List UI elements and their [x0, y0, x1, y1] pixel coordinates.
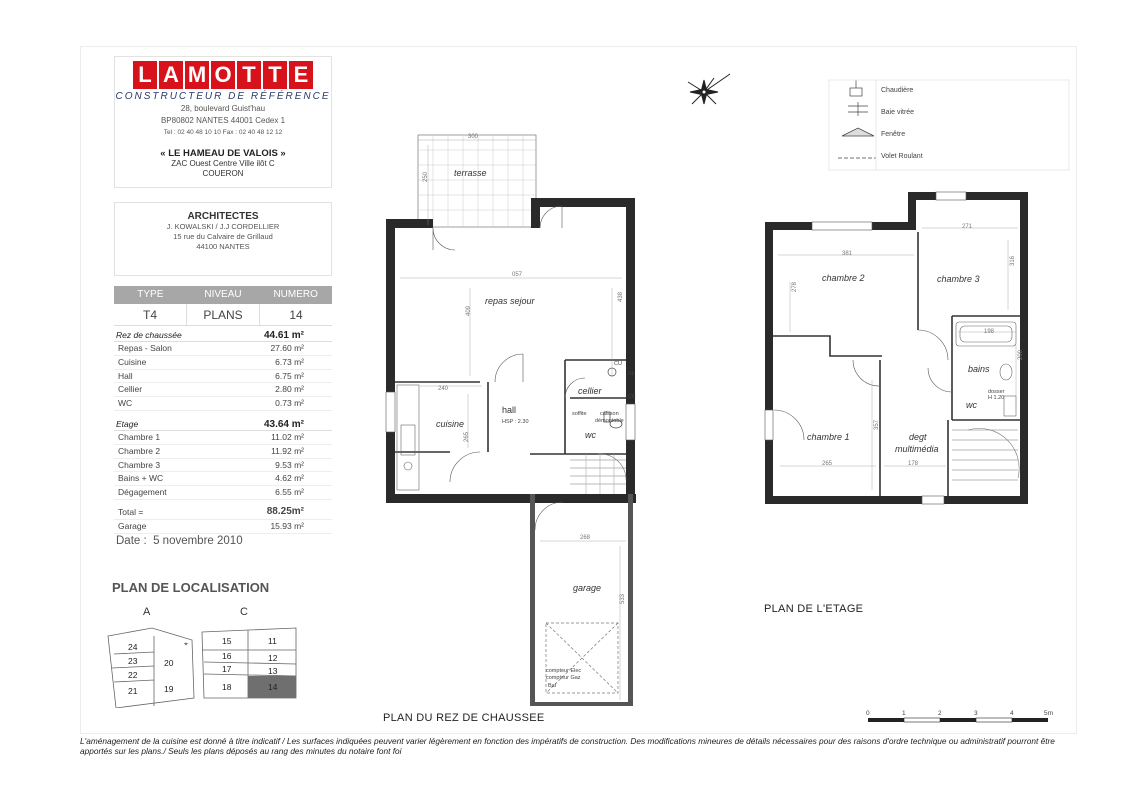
- dim-ch3-width: 271: [962, 224, 973, 230]
- table-row: WC 0.73 m²: [114, 397, 332, 411]
- soffite-note: soffite: [572, 411, 587, 417]
- scale-tick: 2: [938, 710, 942, 717]
- dim-ch1-width: 265: [822, 461, 833, 467]
- lot-label: 15: [222, 636, 232, 646]
- table-row: Chambre 2 11.92 m²: [114, 445, 332, 459]
- room-label-degt: degt: [909, 432, 927, 442]
- table-row: Cellier 2.80 m²: [114, 383, 332, 397]
- legend-chaudiere: Chaudière: [881, 87, 914, 94]
- door-swings: [433, 206, 585, 530]
- dim-terrace-depth: 250: [423, 171, 429, 182]
- architects-title: ARCHITECTES: [187, 211, 259, 222]
- header-numero: NUMERO: [273, 289, 318, 300]
- table-row: Bains + WC 4.62 m²: [114, 472, 332, 486]
- stairs-ground: [570, 454, 626, 494]
- logo-letter: T: [237, 61, 261, 89]
- cu-note: CU: [614, 361, 622, 367]
- ground-floor-total: Rez de chaussée 44.61 m²: [114, 330, 332, 342]
- bal-note: Bal: [548, 683, 556, 689]
- scale-tick: 4: [1010, 710, 1014, 717]
- room-label-cuisine: cuisine: [436, 419, 465, 429]
- ce-note: CE: [628, 394, 636, 400]
- logo-letter: T: [263, 61, 287, 89]
- dim-living-height-right: 438: [618, 291, 624, 302]
- terrace-outline: [418, 135, 536, 227]
- dim-kitchen-height: 265: [464, 431, 470, 442]
- lot-label: 22: [128, 670, 138, 680]
- legend-baie-vitree: Baie vitrée: [881, 109, 915, 116]
- compteur-gaz-note: compteur Gaz: [546, 675, 581, 681]
- lot-label: 21: [128, 686, 138, 696]
- dim-living-height-left: 409: [466, 305, 472, 316]
- ground-windows: [386, 392, 635, 440]
- value-numero: 14: [259, 304, 332, 325]
- dim-ch1-height: 357: [874, 419, 880, 430]
- hall-height-note: HSP : 2.30: [502, 419, 529, 425]
- dim-kitchen-width: 240: [438, 386, 449, 392]
- dim-ch3-height: 316: [1010, 255, 1016, 266]
- project-city: COUERON: [202, 169, 244, 178]
- table-row: Chambre 1 11.02 m²: [114, 431, 332, 445]
- logo-letter: E: [289, 61, 313, 89]
- block-a-label: A: [143, 606, 151, 618]
- value-type: T4: [142, 308, 157, 322]
- dosseret-note: dosser: [988, 389, 1005, 395]
- room-label-chambre-2: chambre 2: [822, 273, 865, 283]
- kitchen-units: [397, 385, 419, 490]
- caisson-note: caisson: [600, 411, 619, 417]
- scale-tick: 1: [902, 710, 906, 717]
- table-row: Repas - Salon 27.60 m²: [114, 342, 332, 356]
- scale-bar: [868, 718, 1048, 722]
- ground-floor-caption: PLAN DU REZ DE CHAUSSEE: [383, 712, 545, 724]
- sl-note: SL: [628, 371, 635, 377]
- logo-letter: M: [185, 61, 209, 89]
- compass-rose-icon: [688, 74, 730, 104]
- logo-letter: A: [159, 61, 183, 89]
- legend-volet-roulant: Volet Roulant: [881, 153, 923, 160]
- logo-letter: L: [133, 61, 157, 89]
- compteur-elec-note: compteur Elec: [546, 668, 582, 674]
- garage-row: Garage 15.93 m²: [114, 520, 332, 534]
- lot-label: 17: [222, 664, 232, 674]
- stairs-upper: [952, 428, 1019, 480]
- dim-garage-height: 533: [620, 593, 626, 604]
- legend-frame: [829, 80, 1069, 170]
- lot-label: 24: [128, 642, 138, 652]
- lot-label: 20: [164, 658, 174, 668]
- disclaimer-text: L'aménagement de la cuisine est donné à titre indicatif / Les surfaces indiquées peuvent varier légèrement en fonction des impératifs de construction. Des modifications mineures de détails nécessaires pour des raisons d'ordre technique ou administratif pourront être apportés sur les plans./ Seuls les plans déposés au rang des minutes du notaire font foi: [80, 736, 1055, 756]
- scale-tick: 3: [974, 710, 978, 717]
- lot-label: 11: [268, 636, 277, 646]
- dim-bath-height: 200: [1018, 349, 1024, 360]
- room-label-wc: wc: [585, 430, 596, 440]
- demontable-note: démontable: [595, 418, 624, 424]
- project-name: « LE HAMEAU DE VALOIS »: [160, 148, 286, 159]
- north-icon: ⌖: [184, 641, 188, 648]
- room-label-cellier: cellier: [578, 386, 602, 396]
- header-niveau: NIVEAU: [204, 289, 242, 300]
- project-zone: ZAC Ouest Centre Ville ilôt C: [171, 159, 275, 168]
- dim-garage-width: 268: [580, 535, 591, 541]
- table-row: Hall 6.75 m²: [114, 370, 332, 384]
- dim-bath-width: 198: [984, 329, 995, 335]
- lot-label: 12: [268, 653, 278, 663]
- table-row: Dégagement 6.55 m²: [114, 486, 332, 500]
- architects-names: J. KOWALSKI / J.J CORDELLIER: [166, 222, 280, 231]
- block-c-label: C: [240, 606, 248, 618]
- upper-windows: [765, 192, 966, 504]
- room-label-wc-upper: wc: [966, 400, 977, 410]
- company-address-street: 28, boulevard Guist'hau: [180, 104, 266, 113]
- room-label-bains: bains: [968, 364, 990, 374]
- dim-terrace-width: 300: [468, 134, 479, 140]
- lot-label: 19: [164, 684, 174, 694]
- header-type: TYPE: [137, 289, 164, 300]
- garage-parking-mark: [546, 623, 618, 693]
- dim-degt-width: 178: [908, 461, 919, 467]
- height-note: H 1.20: [988, 395, 1005, 401]
- dim-ch2-width: 381: [842, 251, 853, 257]
- room-label-chambre-3: chambre 3: [937, 274, 980, 284]
- legend-fenetre: Fenêtre: [881, 131, 906, 138]
- upper-floor-total: Etage 43.64 m²: [114, 419, 332, 431]
- value-niveau: PLANS: [186, 304, 259, 325]
- localisation-title: PLAN DE LOCALISATION: [112, 580, 270, 595]
- upper-floor-caption: PLAN DE L'ETAGE: [764, 603, 864, 615]
- logo-letter: O: [211, 61, 235, 89]
- room-label-terrasse: terrasse: [454, 168, 487, 178]
- logo-subtitle: CONSTRUCTEUR DE RÉFÉRENCE: [115, 91, 331, 102]
- table-row: Cuisine 6.73 m²: [114, 356, 332, 370]
- upper-floor-walls: [765, 192, 1028, 504]
- lot-label: 14: [268, 682, 278, 692]
- room-label-hall: hall: [502, 405, 517, 415]
- architects-city: 44100 NANTES: [196, 242, 250, 251]
- lot-label: 18: [222, 682, 232, 692]
- grand-total-row: Total = 88.25m²: [114, 506, 332, 520]
- lot-label: 23: [128, 656, 138, 666]
- architects-street: 15 rue du Calvaire de Grillaud: [173, 232, 273, 241]
- room-label-multimedia: multimédia: [895, 444, 939, 454]
- plan-date: Date : 5 novembre 2010: [116, 534, 243, 547]
- room-label-chambre-1: chambre 1: [807, 432, 850, 442]
- company-address-postal: BP80802 NANTES 44001 Cedex 1: [160, 116, 286, 125]
- lot-label: 16: [222, 651, 232, 661]
- table-row: Chambre 3 9.53 m²: [114, 459, 332, 473]
- lot-label: 13: [268, 666, 278, 676]
- legend-symbols: [838, 80, 876, 158]
- scale-tick: 0: [866, 710, 870, 717]
- upper-door-swings: [774, 330, 952, 440]
- dim-ch2-height: 278: [792, 281, 798, 292]
- company-phone: Tel : 02 40 48 10 10 Fax : 02 40 48 12 12: [163, 129, 283, 136]
- dim-living-width: 057: [512, 272, 523, 278]
- room-label-garage: garage: [573, 583, 602, 593]
- scale-tick: 5m: [1044, 710, 1054, 717]
- room-label-repas-sejour: repas sejour: [485, 296, 535, 306]
